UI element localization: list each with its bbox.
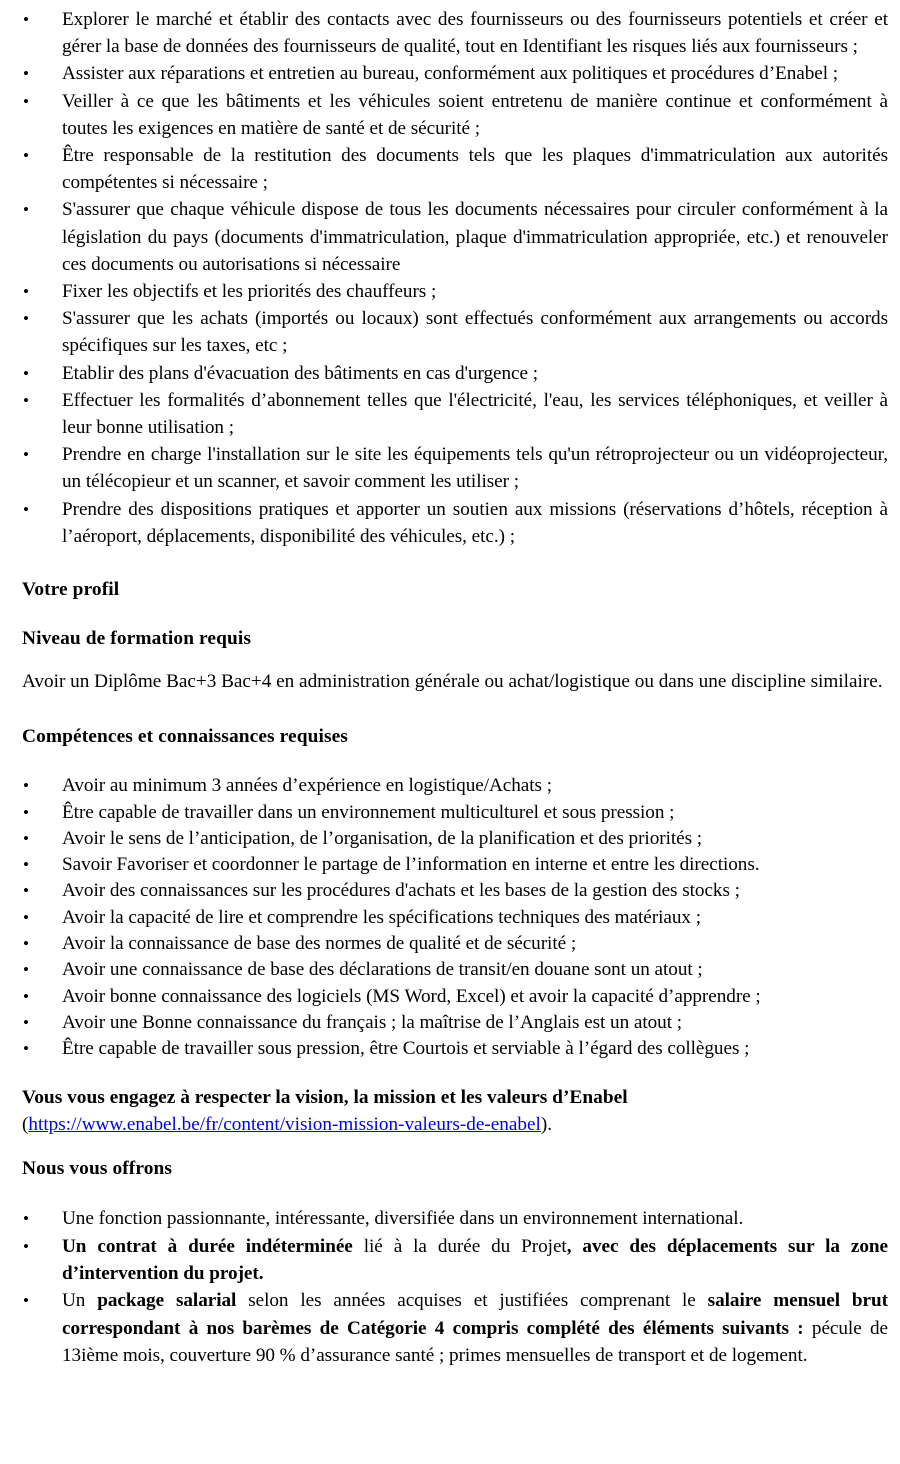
offer-regular-annees: selon les années acquises et justifiées comprenant le bbox=[236, 1290, 708, 1312]
skills-list bbox=[22, 773, 888, 1062]
list-item: • Avoir la capacité de lire et comprendre les spécifications techniques des matériaux ; bbox=[22, 905, 888, 931]
spacer bbox=[22, 1181, 888, 1205]
heading-votre-profil: Votre profil bbox=[22, 579, 120, 601]
list-item: • Avoir bonne connaissance des logiciels (MS Word, Excel) et avoir la capacité d’apprendre ; bbox=[22, 984, 888, 1010]
enabel-vision-link[interactable]: https://www.enabel.be/fr/content/vision-mission-valeurs-de-enabel bbox=[28, 1113, 541, 1135]
responsibilities-list bbox=[22, 6, 888, 550]
spacer bbox=[22, 1063, 888, 1084]
offer-regular-un: Un bbox=[62, 1290, 98, 1312]
commitment-statement: Vous vous engagez à respecter la vision, la mission et les valeurs d’Enabel bbox=[22, 1086, 628, 1108]
list-item: • Avoir au minimum 3 années d’expérience en logistique/Achats ; bbox=[22, 773, 888, 799]
list-item: • S'assurer que chaque véhicule dispose de tous les documents nécessaires pour circuler conformément à la législation du pays (documents d'immatriculation, plaque d'immatriculation appropriée, etc.) et renouveler ces documents ou autorisations si nécessaire bbox=[22, 196, 888, 278]
offer-regular-duration: lié à la durée du Projet bbox=[352, 1235, 567, 1257]
paren-close: ). bbox=[540, 1113, 552, 1135]
spacer bbox=[22, 1138, 888, 1157]
offer-bold-salaire: salaire mensuel brut correspondant à nos barèmes de Catégorie 4 compris complété des éléments suivants : bbox=[62, 1290, 888, 1339]
list-item: • Être capable de travailler dans un environnement multiculturel et sous pression ; bbox=[22, 800, 888, 826]
spacer bbox=[22, 695, 888, 725]
heading-nous-vous-offrons: Nous vous offrons bbox=[22, 1158, 173, 1180]
list-item: • Avoir une Bonne connaissance du français ; la maîtrise de l’Anglais est un atout ; bbox=[22, 1010, 888, 1036]
list-item: • S'assurer que les achats (importés ou locaux) sont effectués conformément aux arrangements ou accords spécifiques sur les taxes, etc ; bbox=[22, 305, 888, 359]
offers-list bbox=[22, 1205, 888, 1369]
list-item: • Savoir Favoriser et coordonner le partage de l’information en interne et entre les directions. bbox=[22, 852, 888, 878]
spacer bbox=[22, 550, 888, 578]
list-item: • Veiller à ce que les bâtiments et les véhicules soient entretenu de manière continue et conformément à toutes les exigences en matière de santé et de sécurité ; bbox=[22, 88, 888, 142]
spacer bbox=[22, 651, 888, 668]
list-item: • Assister aux réparations et entretien au bureau, conformément aux politiques et procédures d’Enabel ; bbox=[22, 60, 888, 87]
list-item: • Etablir des plans d'évacuation des bâtiments en cas d'urgence ; bbox=[22, 360, 888, 387]
list-item: • Prendre en charge l'installation sur le site les équipements tels qu'un rétroprojecteur ou un vidéoprojecteur, un télécopieur et un scanner, et savoir comment les utiliser ; bbox=[22, 441, 888, 495]
heading-competences: Compétences et connaissances requises bbox=[22, 726, 348, 748]
list-item: • Prendre des dispositions pratiques et apporter un soutien aux missions (réservations d’hôtels, réception à l’aéroport, déplacements, disponibilité des véhicules, etc.) ; bbox=[22, 496, 888, 550]
heading-niveau-formation: Niveau de formation requis bbox=[22, 628, 252, 650]
list-item: • Être responsable de la restitution des documents tels que les plaques d'immatriculation aux autorités compétentes si nécessaire ; bbox=[22, 142, 888, 196]
spacer bbox=[22, 749, 888, 773]
commitment-url-line bbox=[22, 1111, 888, 1138]
list-item bbox=[22, 1287, 888, 1369]
education-paragraph: Avoir un Diplôme Bac+3 Bac+4 en administration générale ou achat/logistique ou dans une discipline similaire. bbox=[22, 671, 883, 693]
list-item: • Avoir le sens de l’anticipation, de l’organisation, de la planification et des priorités ; bbox=[22, 826, 888, 852]
list-item bbox=[22, 1233, 888, 1288]
offer-bold-travel: , avec des déplacements sur la zone d’intervention du projet. bbox=[62, 1235, 889, 1284]
paren-open: ( bbox=[22, 1113, 29, 1135]
list-item: • Une fonction passionnante, intéressante, diversifiée dans un environnement international. bbox=[22, 1205, 888, 1232]
spacer bbox=[22, 602, 888, 627]
list-item: • Effectuer les formalités d’abonnement telles que l'électricité, l'eau, les services téléphoniques, et veiller à leur bonne utilisation ; bbox=[22, 387, 888, 441]
list-item: • Fixer les objectifs et les priorités des chauffeurs ; bbox=[22, 278, 888, 305]
list-item: • Avoir une connaissance de base des déclarations de transit/en douane sont un atout ; bbox=[22, 957, 888, 983]
list-item: • Explorer le marché et établir des contacts avec des fournisseurs ou des fournisseurs potentiels et créer et gérer la base de données des fournisseurs de qualité, tout en Identifiant les risques liés aux fournisseurs ; bbox=[22, 6, 888, 60]
document-content bbox=[22, 6, 888, 1370]
list-item: • Avoir la connaissance de base des normes de qualité et de sécurité ; bbox=[22, 931, 888, 957]
offer-regular-pecule: pécule de 13ième mois, couverture 90 % d’assurance santé ; primes mensuelles de transport et de logement. bbox=[62, 1317, 888, 1367]
list-item: • Avoir des connaissances sur les procédures d'achats et les bases de la gestion des stocks ; bbox=[22, 878, 888, 904]
list-item: • Être capable de travailler sous pression, être Courtois et serviable à l’égard des collègues ; bbox=[22, 1036, 888, 1062]
offer-bold-contract: Un contrat à durée indéterminée bbox=[62, 1235, 353, 1257]
offer-bold-package: package salarial bbox=[97, 1290, 237, 1312]
